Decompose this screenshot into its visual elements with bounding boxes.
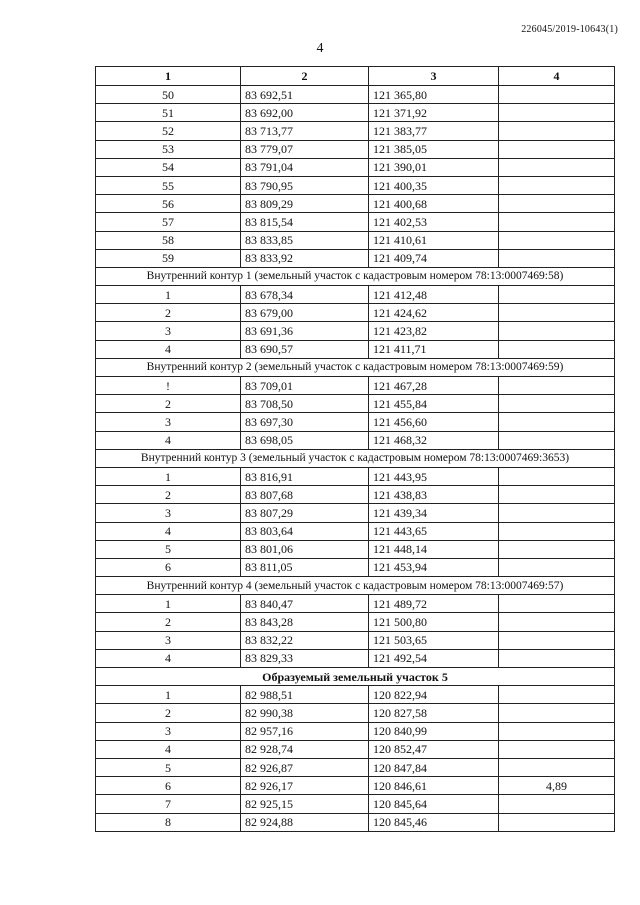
section-title-row [96,668,615,686]
y-coordinate-cell: 121 412,48 [369,286,499,304]
point-number-cell: 57 [96,213,241,231]
table-row [96,158,615,176]
y-coordinate-cell: 121 500,80 [369,613,499,631]
y-coordinate-cell: 121 503,65 [369,631,499,649]
column-header-1: 1 [96,67,241,86]
x-coordinate-cell: 83 833,85 [241,231,369,249]
area-cell [499,377,615,395]
table-row [96,322,615,340]
y-coordinate-cell: 121 410,61 [369,231,499,249]
table-row [96,722,615,740]
x-coordinate-cell: 83 807,29 [241,504,369,522]
table-row [96,286,615,304]
table-row [96,249,615,267]
area-cell: 4,89 [499,777,615,795]
point-number-cell: 3 [96,504,241,522]
table-row [96,395,615,413]
table-row [96,595,615,613]
table-row [96,340,615,358]
point-number-cell: 2 [96,395,241,413]
table-header [96,67,615,86]
coordinates-table [95,66,615,832]
section-title-row [96,577,615,595]
table-row [96,758,615,776]
point-number-cell: 4 [96,522,241,540]
section-title-row [96,358,615,376]
x-coordinate-cell: 83 791,04 [241,158,369,176]
point-number-cell: 4 [96,740,241,758]
area-cell [499,395,615,413]
point-number-cell: 4 [96,649,241,667]
area-cell [499,595,615,613]
section-title-row [96,267,615,285]
y-coordinate-cell: 121 385,05 [369,140,499,158]
table-row [96,176,615,194]
point-number-cell: 2 [96,486,241,504]
point-number-cell: 3 [96,322,241,340]
table-row [96,686,615,704]
point-number-cell: 3 [96,413,241,431]
y-coordinate-cell: 120 840,99 [369,722,499,740]
table-row [96,813,615,831]
column-header-3: 3 [369,67,499,86]
area-cell [499,795,615,813]
area-cell [499,722,615,740]
point-number-cell: 3 [96,722,241,740]
area-cell [499,558,615,576]
x-coordinate-cell: 83 832,22 [241,631,369,649]
point-number-cell: 8 [96,813,241,831]
point-number-cell: 50 [96,86,241,104]
x-coordinate-cell: 82 990,38 [241,704,369,722]
y-coordinate-cell: 121 489,72 [369,595,499,613]
area-cell [499,486,615,504]
area-cell [499,249,615,267]
point-number-cell: 1 [96,286,241,304]
y-coordinate-cell: 121 411,71 [369,340,499,358]
table-row [96,231,615,249]
point-number-cell: 53 [96,140,241,158]
x-coordinate-cell: 83 708,50 [241,395,369,413]
table-row [96,777,615,795]
y-coordinate-cell: 120 845,64 [369,795,499,813]
table-row [96,486,615,504]
y-coordinate-cell: 120 822,94 [369,686,499,704]
table-row [96,467,615,485]
section-title: Внутренний контур 4 (земельный участок с кадастровым номером 78:13:0007469:57) [96,577,615,595]
table-body [96,86,615,832]
y-coordinate-cell: 121 371,92 [369,104,499,122]
x-coordinate-cell: 83 690,57 [241,340,369,358]
area-cell [499,413,615,431]
x-coordinate-cell: 83 829,33 [241,649,369,667]
table-row [96,122,615,140]
x-coordinate-cell: 83 678,34 [241,286,369,304]
x-coordinate-cell: 83 679,00 [241,304,369,322]
area-cell [499,686,615,704]
y-coordinate-cell: 121 467,28 [369,377,499,395]
y-coordinate-cell: 121 402,53 [369,213,499,231]
x-coordinate-cell: 83 709,01 [241,377,369,395]
page-number: 4 [316,41,324,56]
x-coordinate-cell: 83 713,77 [241,122,369,140]
y-coordinate-cell: 121 455,84 [369,395,499,413]
table-row [96,431,615,449]
area-cell [499,813,615,831]
area-cell [499,431,615,449]
point-number-cell: 5 [96,540,241,558]
y-coordinate-cell: 121 383,77 [369,122,499,140]
area-cell [499,740,615,758]
table-row [96,140,615,158]
point-number-cell: 52 [96,122,241,140]
point-number-cell: 1 [96,595,241,613]
y-coordinate-cell: 121 438,83 [369,486,499,504]
table-row [96,795,615,813]
column-header-2: 2 [241,67,369,86]
y-coordinate-cell: 121 456,60 [369,413,499,431]
point-number-cell: 1 [96,686,241,704]
table-row [96,377,615,395]
area-cell [499,176,615,194]
point-number-cell: ! [96,377,241,395]
x-coordinate-cell: 83 779,07 [241,140,369,158]
x-coordinate-cell: 83 790,95 [241,176,369,194]
y-coordinate-cell: 121 390,01 [369,158,499,176]
area-cell [499,649,615,667]
x-coordinate-cell: 82 924,88 [241,813,369,831]
y-coordinate-cell: 120 846,61 [369,777,499,795]
point-number-cell: 58 [96,231,241,249]
y-coordinate-cell: 121 443,65 [369,522,499,540]
y-coordinate-cell: 120 827,58 [369,704,499,722]
area-cell [499,322,615,340]
point-number-cell: 51 [96,104,241,122]
table-row [96,104,615,122]
area-cell [499,195,615,213]
section-title: Образуемый земельный участок 5 [96,668,615,686]
y-coordinate-cell: 121 400,35 [369,176,499,194]
x-coordinate-cell: 82 926,17 [241,777,369,795]
area-cell [499,340,615,358]
y-coordinate-cell: 120 847,84 [369,758,499,776]
table-row [96,304,615,322]
table-row [96,195,615,213]
x-coordinate-cell: 83 803,64 [241,522,369,540]
area-cell [499,504,615,522]
x-coordinate-cell: 83 698,05 [241,431,369,449]
y-coordinate-cell: 121 423,82 [369,322,499,340]
point-number-cell: 54 [96,158,241,176]
section-title-row [96,449,615,467]
point-number-cell: 56 [96,195,241,213]
y-coordinate-cell: 121 453,94 [369,558,499,576]
point-number-cell: 4 [96,431,241,449]
column-header-4: 4 [499,67,615,86]
x-coordinate-cell: 83 807,68 [241,486,369,504]
x-coordinate-cell: 82 928,74 [241,740,369,758]
point-number-cell: 7 [96,795,241,813]
y-coordinate-cell: 120 852,47 [369,740,499,758]
x-coordinate-cell: 83 692,51 [241,86,369,104]
x-coordinate-cell: 83 843,28 [241,613,369,631]
x-coordinate-cell: 83 840,47 [241,595,369,613]
table-row [96,504,615,522]
area-cell [499,286,615,304]
point-number-cell: 55 [96,176,241,194]
table-row [96,704,615,722]
y-coordinate-cell: 121 468,32 [369,431,499,449]
point-number-cell: 1 [96,467,241,485]
table-row [96,631,615,649]
area-cell [499,122,615,140]
x-coordinate-cell: 83 816,91 [241,467,369,485]
table-row [96,213,615,231]
x-coordinate-cell: 83 811,05 [241,558,369,576]
area-cell [499,158,615,176]
x-coordinate-cell: 83 815,54 [241,213,369,231]
section-title: Внутренний контур 3 (земельный участок с кадастровым номером 78:13:0007469:3653) [96,449,615,467]
area-cell [499,140,615,158]
y-coordinate-cell: 121 424,62 [369,304,499,322]
x-coordinate-cell: 83 692,00 [241,104,369,122]
y-coordinate-cell: 121 439,34 [369,504,499,522]
x-coordinate-cell: 83 801,06 [241,540,369,558]
y-coordinate-cell: 121 448,14 [369,540,499,558]
y-coordinate-cell: 121 400,68 [369,195,499,213]
x-coordinate-cell: 82 925,15 [241,795,369,813]
x-coordinate-cell: 82 926,87 [241,758,369,776]
section-title: Внутренний контур 2 (земельный участок с кадастровым номером 78:13:0007469:59) [96,358,615,376]
area-cell [499,104,615,122]
point-number-cell: 5 [96,758,241,776]
table-row [96,86,615,104]
area-cell [499,540,615,558]
x-coordinate-cell: 83 833,92 [241,249,369,267]
area-cell [499,213,615,231]
point-number-cell: 3 [96,631,241,649]
point-number-cell: 6 [96,777,241,795]
table-row [96,740,615,758]
area-cell [499,758,615,776]
area-cell [499,704,615,722]
table-row [96,558,615,576]
table-row [96,540,615,558]
area-cell [499,613,615,631]
area-cell [499,304,615,322]
y-coordinate-cell: 121 365,80 [369,86,499,104]
x-coordinate-cell: 83 697,30 [241,413,369,431]
section-title: Внутренний контур 1 (земельный участок с кадастровым номером 78:13:0007469:58) [96,267,615,285]
point-number-cell: 2 [96,613,241,631]
area-cell [499,522,615,540]
x-coordinate-cell: 82 988,51 [241,686,369,704]
table-row [96,413,615,431]
point-number-cell: 59 [96,249,241,267]
document-id: 226045/2019-10643(1) [521,24,618,35]
table-row [96,613,615,631]
x-coordinate-cell: 83 809,29 [241,195,369,213]
area-cell [499,86,615,104]
x-coordinate-cell: 83 691,36 [241,322,369,340]
area-cell [499,231,615,249]
area-cell [499,631,615,649]
point-number-cell: 6 [96,558,241,576]
point-number-cell: 4 [96,340,241,358]
area-cell [499,467,615,485]
y-coordinate-cell: 121 492,54 [369,649,499,667]
point-number-cell: 2 [96,704,241,722]
table-row [96,522,615,540]
point-number-cell: 2 [96,304,241,322]
table-row [96,649,615,667]
y-coordinate-cell: 121 443,95 [369,467,499,485]
y-coordinate-cell: 121 409,74 [369,249,499,267]
x-coordinate-cell: 82 957,16 [241,722,369,740]
y-coordinate-cell: 120 845,46 [369,813,499,831]
